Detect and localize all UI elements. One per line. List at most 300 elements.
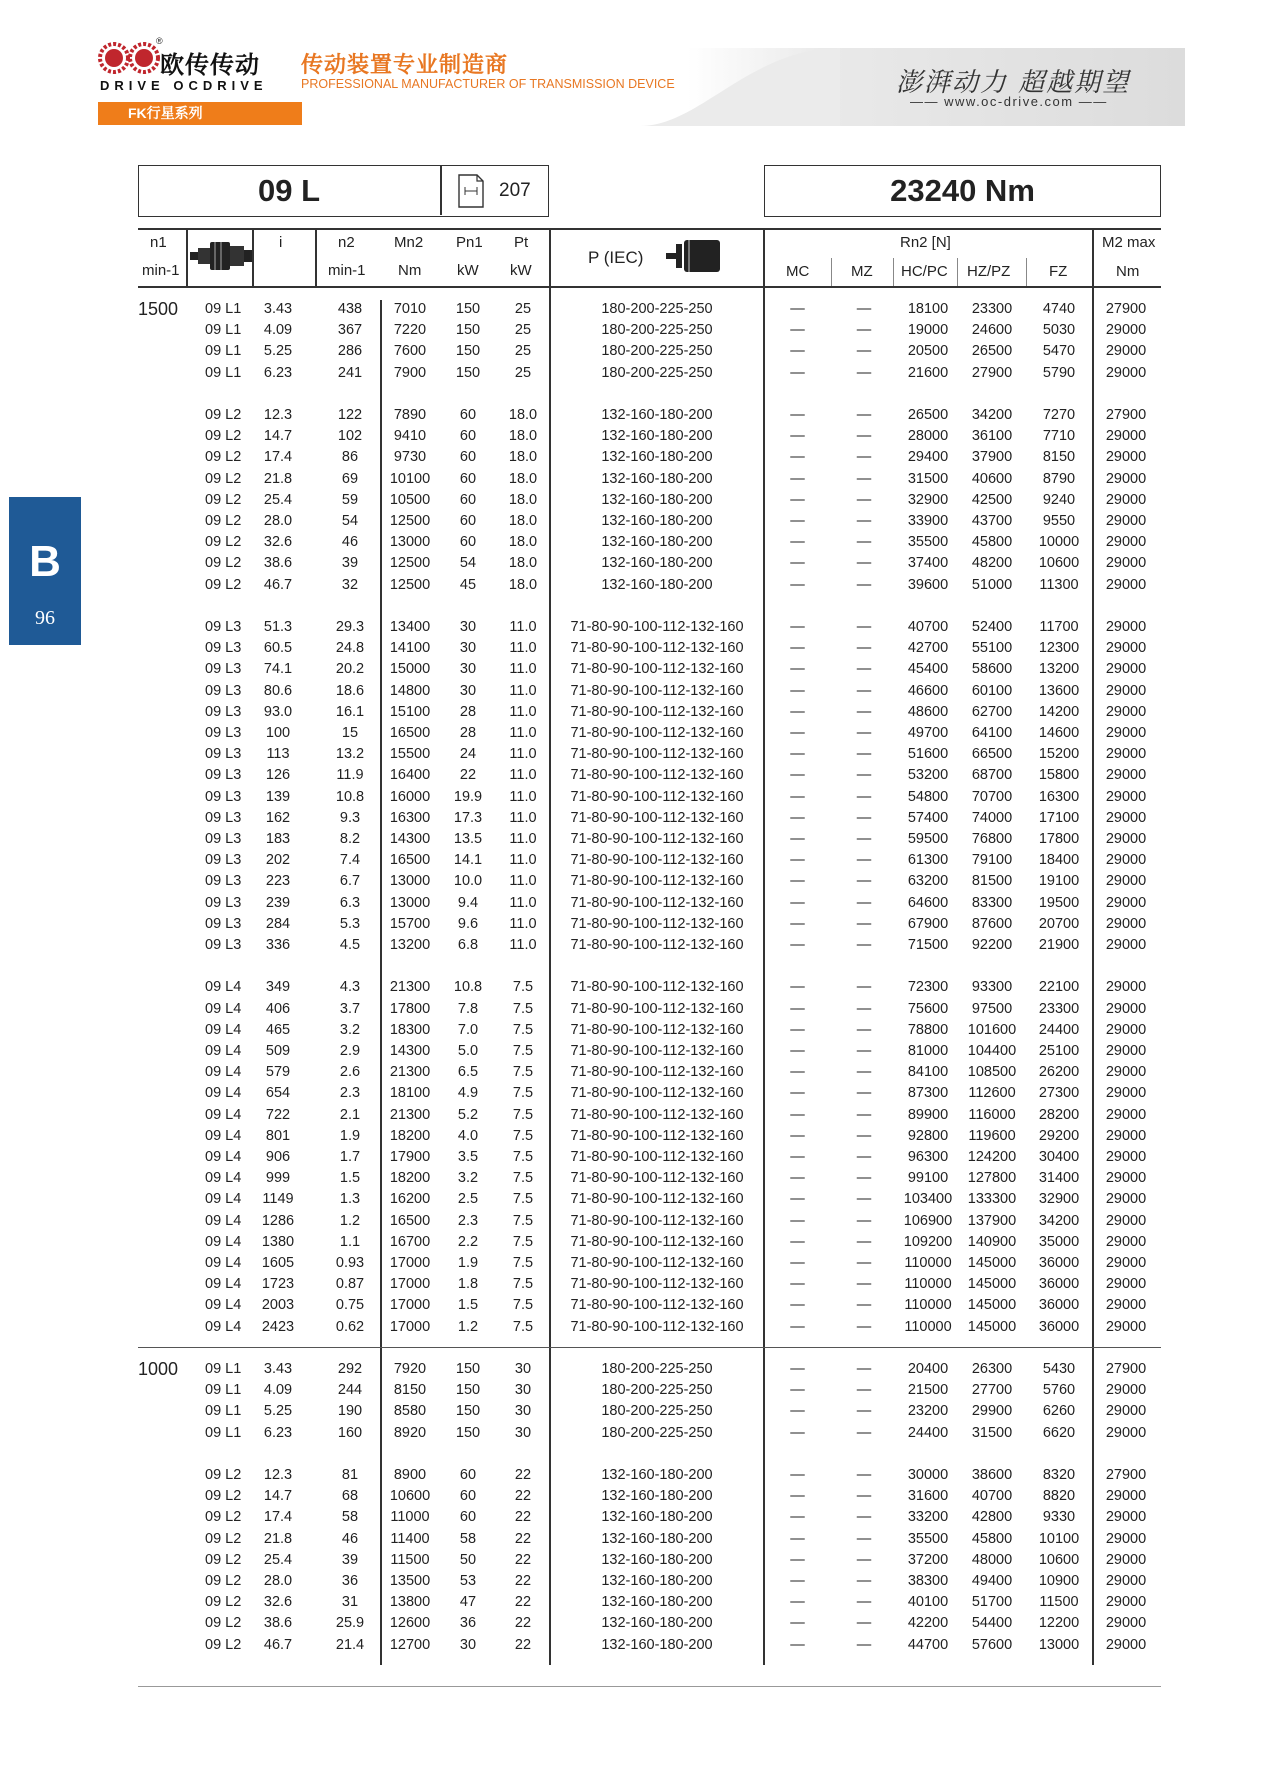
cell-pn1: 2.3 (457, 1212, 479, 1229)
cell-hcpc: 99100 (907, 1170, 949, 1187)
series-tab: FK行星系列 (98, 102, 302, 125)
cell-type: 09 L1 (205, 322, 242, 339)
table-row (0, 1020, 1280, 1041)
table-row (0, 999, 1280, 1020)
cell-mn2: 13000 (389, 873, 431, 890)
cell-mz: — (856, 449, 872, 466)
cell-ratio: 100 (265, 725, 291, 741)
cell-hzpz: 92200 (971, 937, 1013, 953)
cell-hzpz: 45800 (971, 534, 1013, 551)
column-divider (957, 258, 958, 286)
table-row (0, 659, 1280, 680)
cell-mn2: 13800 (389, 1594, 431, 1611)
cell-fz: 7270 (1042, 407, 1076, 423)
cell-iec: 71-80-90-100-112-132-160 (570, 894, 744, 911)
cell-pn1: 1.8 (457, 1276, 479, 1293)
cell-hcpc: 30000 (907, 1467, 949, 1483)
cell-iec: 71-80-90-100-112-132-160 (570, 725, 744, 741)
cell-m2max: 29000 (1105, 1551, 1147, 1568)
cell-pn1: 7.8 (457, 1000, 479, 1017)
cell-n2: 3.7 (339, 1000, 361, 1017)
cell-mc: — (790, 1021, 805, 1038)
table-row (0, 893, 1280, 914)
cell-m2max: 29000 (1105, 640, 1147, 657)
cell-mn2: 16500 (389, 1212, 431, 1229)
cell-fz: 9330 (1042, 1509, 1076, 1526)
page-number: 96 (35, 607, 55, 629)
cell-pn1: 3.2 (457, 1170, 479, 1187)
cell-hzpz: 36100 (971, 428, 1013, 445)
cell-fz: 18400 (1038, 852, 1080, 869)
cell-ratio: 1605 (261, 1255, 295, 1271)
cell-m2max: 29000 (1105, 1636, 1147, 1653)
cell-mz: — (856, 1043, 872, 1059)
cell-type: 09 L3 (205, 725, 242, 741)
header-m2max: M2 max (1102, 234, 1156, 251)
cell-mn2: 18200 (389, 1170, 431, 1187)
cell-ratio: 21.8 (263, 470, 293, 487)
cell-hzpz: 137900 (967, 1212, 1017, 1229)
cell-mn2: 16500 (389, 852, 431, 869)
cell-fz: 13000 (1038, 1636, 1080, 1653)
column-divider (1026, 258, 1027, 286)
cell-n2: 2.3 (339, 1085, 361, 1102)
cell-pn1: 6.5 (457, 1064, 479, 1081)
table-row (0, 1062, 1280, 1083)
header-rn2: Rn2 [N] (900, 234, 951, 251)
cell-mz: — (856, 1636, 872, 1653)
cell-m2max: 29000 (1105, 1509, 1147, 1526)
cell-mn2: 18200 (389, 1127, 431, 1144)
cell-hzpz: 133300 (967, 1191, 1017, 1208)
table-row (0, 553, 1280, 574)
gear-motor-icon (188, 236, 254, 276)
cell-fz: 14600 (1038, 725, 1080, 741)
cell-pn1: 60 (459, 534, 477, 551)
cell-type: 09 L2 (205, 513, 242, 529)
cell-pt: 7.5 (512, 1255, 534, 1271)
cell-n2: 1.1 (339, 1233, 361, 1250)
cell-iec: 71-80-90-100-112-132-160 (570, 852, 744, 869)
cell-m2max: 29000 (1105, 1043, 1147, 1059)
table-row (0, 829, 1280, 850)
cell-fz: 5470 (1042, 343, 1076, 360)
cell-mz: — (856, 364, 872, 381)
cell-hcpc: 110000 (904, 1318, 952, 1335)
cell-n2: 29.3 (335, 619, 365, 635)
cell-mc: — (790, 1170, 805, 1187)
cell-fz: 10900 (1038, 1573, 1080, 1589)
table-row (0, 1147, 1280, 1168)
cell-ratio: 80.6 (263, 682, 293, 699)
cell-iec: 71-80-90-100-112-132-160 (570, 788, 744, 805)
cell-iec: 71-80-90-100-112-132-160 (570, 979, 744, 996)
cell-mz: — (856, 1530, 872, 1547)
cell-pn1: 5.0 (457, 1043, 479, 1059)
cell-hzpz: 45800 (971, 1530, 1013, 1547)
cell-m2max: 29000 (1105, 809, 1147, 826)
cell-mz: — (856, 979, 872, 996)
table-row (0, 1423, 1280, 1444)
cell-mz: — (856, 1467, 872, 1483)
cell-fz: 8150 (1042, 449, 1076, 466)
cell-mc: — (790, 1509, 805, 1526)
cell-n2: 8.2 (339, 831, 361, 847)
cell-mc: — (790, 852, 805, 869)
cell-n2: 15 (341, 725, 359, 741)
cell-hzpz: 24600 (971, 322, 1013, 339)
cell-n2: 20.2 (335, 661, 365, 678)
cell-mn2: 8580 (393, 1403, 427, 1420)
cell-hzpz: 42800 (971, 1509, 1013, 1526)
cell-ratio: 60.5 (263, 640, 293, 657)
cell-hzpz: 51700 (971, 1594, 1013, 1611)
cell-ratio: 14.7 (263, 1488, 293, 1505)
cell-type: 09 L1 (205, 1403, 242, 1420)
cell-pt: 7.5 (512, 1000, 534, 1017)
table-row (0, 617, 1280, 638)
gear-logo-icon (98, 40, 162, 76)
cell-ratio: 32.6 (263, 534, 293, 551)
cell-type: 09 L4 (205, 1318, 242, 1335)
cell-hzpz: 60100 (971, 682, 1013, 699)
cell-hcpc: 61300 (907, 852, 949, 869)
cell-hcpc: 78800 (907, 1021, 949, 1038)
cell-pn1: 30 (459, 682, 477, 699)
cell-hcpc: 31500 (907, 470, 949, 487)
cell-mz: — (856, 1615, 872, 1632)
cell-n2: 39 (341, 1551, 359, 1568)
cell-type: 09 L4 (205, 1106, 242, 1123)
cell-mn2: 7220 (393, 322, 427, 339)
table-row (0, 1613, 1280, 1634)
cell-iec: 71-80-90-100-112-132-160 (570, 1106, 744, 1123)
cell-hzpz: 97500 (971, 1000, 1013, 1017)
cell-iec: 132-160-180-200 (601, 1488, 713, 1505)
cell-mc: — (790, 1000, 805, 1017)
cell-iec: 132-160-180-200 (601, 1636, 713, 1653)
cell-iec: 132-160-180-200 (601, 449, 713, 466)
cell-pn1: 60 (459, 407, 477, 423)
table-row (0, 871, 1280, 892)
cell-mn2: 14300 (389, 831, 431, 847)
cell-type: 09 L3 (205, 809, 242, 826)
cell-mz: — (856, 407, 872, 423)
cell-type: 09 L2 (205, 1636, 242, 1653)
cell-n2: 0.87 (335, 1276, 365, 1293)
table-row (0, 532, 1280, 553)
cell-mn2: 8900 (393, 1467, 427, 1483)
cell-mn2: 12600 (389, 1615, 431, 1632)
cell-fz: 4740 (1042, 301, 1076, 317)
cell-m2max: 29000 (1105, 1170, 1147, 1187)
cell-type: 09 L3 (205, 937, 242, 953)
cell-mz: — (856, 1297, 872, 1314)
cell-mz: — (856, 788, 872, 805)
cell-mz: — (856, 1276, 872, 1293)
cell-n2: 160 (337, 1424, 363, 1441)
cell-n2: 1.9 (339, 1127, 361, 1144)
header-i: i (279, 234, 283, 251)
cell-mn2: 8150 (393, 1382, 427, 1399)
cell-hcpc: 110000 (904, 1297, 952, 1314)
cell-type: 09 L3 (205, 619, 242, 635)
cell-mz: — (856, 873, 872, 890)
cell-pn1: 30 (459, 640, 477, 657)
cell-ratio: 202 (265, 852, 291, 869)
cell-mn2: 10500 (389, 491, 431, 508)
cell-fz: 36000 (1038, 1276, 1080, 1293)
table-row (0, 1253, 1280, 1274)
cell-m2max: 29000 (1105, 1488, 1147, 1505)
cell-m2max: 29000 (1105, 767, 1147, 784)
weight-document-icon (457, 173, 485, 209)
cell-mn2: 14100 (389, 640, 431, 657)
cell-type: 09 L3 (205, 661, 242, 678)
cell-mn2: 12500 (389, 576, 431, 593)
cell-mc: — (790, 343, 805, 360)
cell-hzpz: 81500 (971, 873, 1013, 890)
cell-n2: 102 (337, 428, 363, 445)
table-row (0, 1635, 1280, 1656)
header-fz: FZ (1049, 263, 1068, 280)
cell-mc: — (790, 1615, 805, 1632)
cell-ratio: 46.7 (263, 576, 293, 593)
cell-m2max: 29000 (1105, 852, 1147, 869)
cell-mn2: 12500 (389, 555, 431, 572)
cell-type: 09 L4 (205, 1297, 242, 1314)
cell-iec: 71-80-90-100-112-132-160 (570, 1233, 744, 1250)
cell-mn2: 17900 (389, 1149, 431, 1165)
cell-pt: 7.5 (512, 1276, 534, 1293)
cell-fz: 12200 (1038, 1615, 1080, 1632)
cell-hzpz: 66500 (971, 746, 1013, 763)
table-row (0, 1507, 1280, 1528)
cell-hzpz: 64100 (971, 725, 1013, 741)
header-hzpz: HZ/PZ (967, 263, 1011, 280)
cell-n2: 25.9 (335, 1615, 365, 1632)
table-row (0, 341, 1280, 362)
cell-hzpz: 43700 (971, 513, 1013, 529)
cell-fz: 19100 (1038, 873, 1080, 890)
cell-pn1: 150 (455, 1403, 481, 1420)
cell-pn1: 47 (459, 1594, 477, 1611)
cell-mc: — (790, 1191, 805, 1208)
cell-mz: — (856, 1573, 872, 1589)
cell-hzpz: 124200 (967, 1149, 1017, 1165)
cell-iec: 132-160-180-200 (601, 1530, 713, 1547)
cell-fz: 10600 (1038, 1551, 1080, 1568)
cell-mz: — (856, 1594, 872, 1611)
cell-mc: — (790, 619, 805, 635)
table-row (0, 469, 1280, 490)
cell-hzpz: 57600 (971, 1636, 1013, 1653)
cell-m2max: 29000 (1105, 725, 1147, 741)
cell-mc: — (790, 1255, 805, 1271)
header-n1-unit: min-1 (142, 262, 180, 279)
cell-fz: 28200 (1038, 1106, 1080, 1123)
cell-mn2: 15100 (389, 703, 431, 720)
cell-mz: — (856, 746, 872, 763)
cell-pt: 22 (514, 1509, 532, 1526)
cell-mc: — (790, 1297, 805, 1314)
cell-mc: — (790, 767, 805, 784)
cell-mc: — (790, 703, 805, 720)
cell-m2max: 27900 (1105, 1361, 1147, 1377)
cell-hzpz: 40600 (971, 470, 1013, 487)
cell-mc: — (790, 1361, 805, 1377)
cell-iec: 71-80-90-100-112-132-160 (570, 746, 744, 763)
cell-hcpc: 42700 (907, 640, 949, 657)
table-row (0, 1211, 1280, 1232)
cell-hcpc: 35500 (907, 1530, 949, 1547)
table-row (0, 1401, 1280, 1422)
cell-pt: 11.0 (509, 915, 537, 932)
cell-iec: 180-200-225-250 (601, 364, 713, 381)
cell-ratio: 284 (265, 915, 291, 932)
table-row (0, 808, 1280, 829)
cell-hzpz: 70700 (971, 788, 1013, 805)
cell-iec: 132-160-180-200 (601, 534, 713, 551)
cell-mc: — (790, 873, 805, 890)
cell-mc: — (790, 555, 805, 572)
cell-pt: 30 (514, 1403, 532, 1420)
table-row (0, 1274, 1280, 1295)
cell-pt: 18.0 (508, 407, 538, 423)
cell-type: 09 L2 (205, 449, 242, 466)
cell-mn2: 15500 (389, 746, 431, 763)
cell-hzpz: 74000 (971, 809, 1013, 826)
cell-type: 09 L3 (205, 852, 242, 869)
cell-mz: — (856, 767, 872, 784)
cell-iec: 180-200-225-250 (601, 1403, 713, 1420)
cell-hzpz: 48000 (971, 1551, 1013, 1568)
cell-type: 09 L3 (205, 831, 242, 847)
table-row (0, 787, 1280, 808)
cell-iec: 180-200-225-250 (601, 1361, 713, 1377)
header-mz: MZ (851, 263, 873, 280)
cell-iec: 71-80-90-100-112-132-160 (570, 1297, 744, 1314)
cell-mz: — (856, 491, 872, 508)
cell-n2: 1.2 (339, 1212, 361, 1229)
cell-mc: — (790, 1594, 805, 1611)
cell-m2max: 29000 (1105, 1594, 1147, 1611)
cell-pt: 11.0 (509, 682, 537, 699)
cell-iec: 132-160-180-200 (601, 576, 713, 593)
cell-n2: 58 (341, 1509, 359, 1526)
cell-pt: 11.0 (509, 809, 537, 826)
cell-mc: — (790, 513, 805, 529)
cell-hcpc: 75600 (907, 1000, 949, 1017)
cell-pt: 7.5 (512, 1149, 534, 1165)
cell-n2: 190 (337, 1403, 363, 1420)
cell-fz: 5430 (1042, 1361, 1076, 1377)
cell-mz: — (856, 661, 872, 678)
cell-n2: 0.75 (335, 1297, 365, 1314)
table-row (0, 1465, 1280, 1486)
cell-hzpz: 54400 (971, 1615, 1013, 1632)
cell-hzpz: 87600 (971, 915, 1013, 932)
cell-ratio: 38.6 (263, 555, 293, 572)
cell-fz: 6260 (1042, 1403, 1076, 1420)
cell-m2max: 29000 (1105, 894, 1147, 911)
cell-iec: 71-80-90-100-112-132-160 (570, 640, 744, 657)
cell-mz: — (856, 937, 872, 953)
cell-m2max: 27900 (1105, 1467, 1147, 1483)
cell-pt: 18.0 (508, 449, 538, 466)
cell-mz: — (856, 428, 872, 445)
cell-mz: — (856, 703, 872, 720)
cell-m2max: 29000 (1105, 1276, 1147, 1293)
cell-mz: — (856, 343, 872, 360)
cell-mn2: 21300 (389, 1064, 431, 1081)
cell-fz: 9240 (1042, 491, 1076, 508)
header-pn1-unit: kW (457, 262, 479, 279)
cell-hcpc: 110000 (904, 1255, 952, 1271)
cell-pn1: 150 (455, 1424, 481, 1441)
cell-mn2: 15000 (389, 661, 431, 678)
cell-hzpz: 79100 (971, 852, 1013, 869)
cell-n2: 5.3 (339, 915, 361, 932)
cell-n2: 36 (341, 1573, 359, 1589)
cell-m2max: 29000 (1105, 1021, 1147, 1038)
cell-pt: 18.0 (508, 576, 538, 593)
cell-fz: 17800 (1038, 831, 1080, 847)
cell-type: 09 L4 (205, 1021, 242, 1038)
cell-mc: — (790, 682, 805, 699)
cell-mz: — (856, 1382, 872, 1399)
table-row (0, 363, 1280, 384)
cell-m2max: 29000 (1105, 576, 1147, 593)
cell-type: 09 L2 (205, 428, 242, 445)
cell-pt: 11.0 (509, 619, 537, 635)
cell-mc: — (790, 1488, 805, 1505)
cell-n2: 21.4 (335, 1636, 365, 1653)
cell-iec: 71-80-90-100-112-132-160 (570, 767, 744, 784)
cell-ratio: 906 (265, 1149, 291, 1165)
table-row (0, 426, 1280, 447)
cell-type: 09 L4 (205, 1064, 242, 1081)
header-n2-unit: min-1 (328, 262, 366, 279)
cell-pt: 25 (514, 301, 532, 317)
cell-hzpz: 76800 (971, 831, 1013, 847)
cell-fz: 32900 (1038, 1191, 1080, 1208)
cell-type: 09 L3 (205, 640, 242, 657)
cell-fz: 23300 (1038, 1000, 1080, 1017)
cell-type: 09 L2 (205, 576, 242, 593)
cell-pn1: 150 (455, 364, 481, 381)
cell-m2max: 29000 (1105, 937, 1147, 953)
cell-ratio: 183 (265, 831, 291, 847)
cell-m2max: 29000 (1105, 1382, 1147, 1399)
cell-hzpz: 38600 (971, 1467, 1013, 1483)
cell-m2max: 29000 (1105, 1255, 1147, 1271)
cell-iec: 132-160-180-200 (601, 491, 713, 508)
cell-mn2: 17000 (389, 1318, 431, 1335)
cell-mn2: 18300 (389, 1021, 431, 1038)
cell-ratio: 1723 (261, 1276, 295, 1293)
cell-pn1: 60 (459, 449, 477, 466)
cell-n2: 0.62 (335, 1318, 365, 1335)
cell-pt: 7.5 (512, 1170, 534, 1187)
cell-mz: — (856, 1488, 872, 1505)
cell-pt: 18.0 (508, 428, 538, 445)
cell-pt: 7.5 (512, 1233, 534, 1250)
cell-hzpz: 145000 (967, 1318, 1017, 1335)
cell-pn1: 30 (459, 1636, 477, 1653)
table-row (0, 1083, 1280, 1104)
cell-type: 09 L4 (205, 1000, 242, 1017)
